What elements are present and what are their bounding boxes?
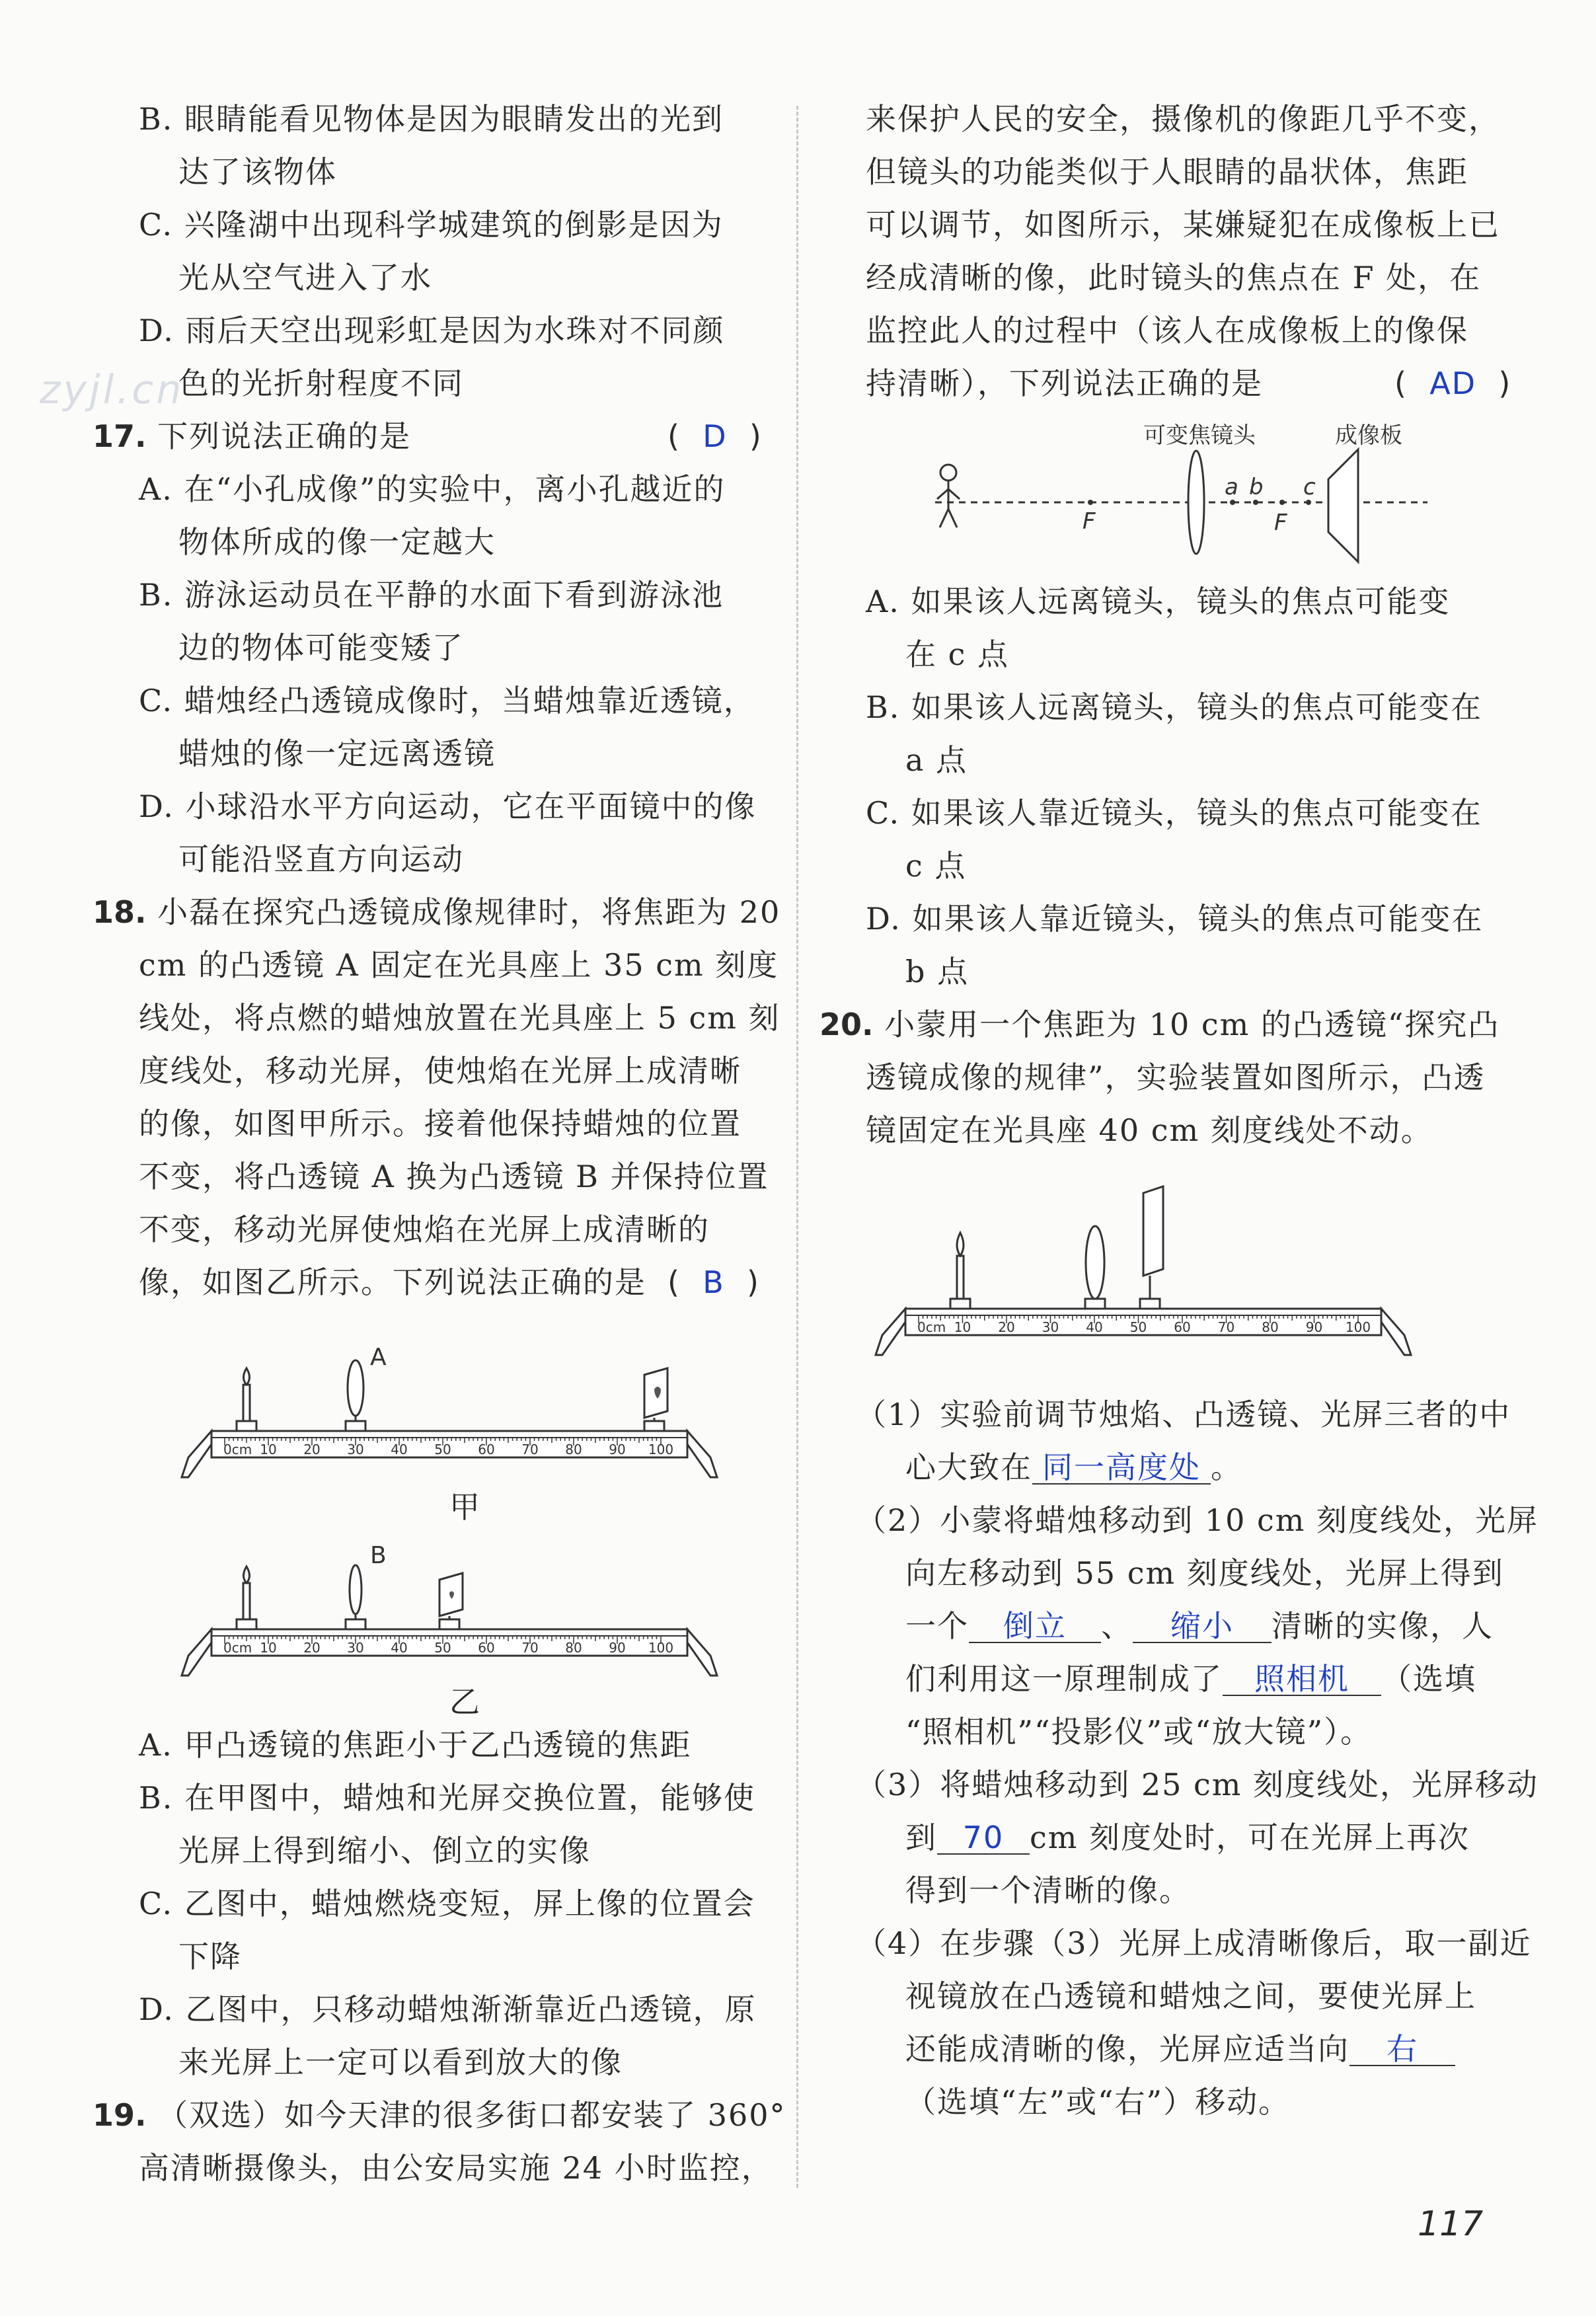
q19-answer: AD bbox=[1429, 366, 1477, 401]
q20-part2-text-c: 清晰的实像，人 bbox=[1272, 1608, 1494, 1644]
q20-part2-text-e: （选填 bbox=[1381, 1661, 1476, 1697]
point-b bbox=[1253, 500, 1258, 505]
q18-figure-yi bbox=[172, 1527, 740, 1685]
ruler-label: 100 bbox=[648, 1640, 674, 1656]
ruler-label: 30 bbox=[347, 1442, 364, 1457]
focus-label-right: F bbox=[1274, 510, 1287, 536]
ruler-label: 70 bbox=[1217, 1319, 1235, 1335]
q20-part2-blank-1[interactable]: 倒立 bbox=[969, 1610, 1101, 1643]
q20-part2-line2: 向左移动到 55 cm 刻度线处，光屏上得到 bbox=[905, 1555, 1504, 1591]
q18-line1 bbox=[93, 892, 780, 932]
q20-part3-line1: （3）将蜡烛移动到 25 cm 刻度线处，光屏移动 bbox=[856, 1767, 1539, 1802]
ruler-label: 50 bbox=[434, 1442, 451, 1457]
q19-option-a-line2: 在 c 点 bbox=[905, 637, 1010, 672]
q16-option-b-line1: B. 眼睛能看见物体是因为眼睛发出的光到 bbox=[139, 101, 724, 137]
lens-b-yi bbox=[346, 1542, 387, 1629]
q20-stem-text-1: 小蒙用一个焦距为 10 cm 的凸透镜“探究凸 bbox=[884, 1007, 1500, 1042]
q16-option-c-line1: C. 兴隆湖中出现科学城建筑的倒影是因为 bbox=[139, 207, 724, 243]
q18-option-a: A. 甲凸透镜的焦距小于乙凸透镜的焦距 bbox=[139, 1727, 692, 1763]
ruler-label: 40 bbox=[1086, 1319, 1103, 1335]
focus-point-right bbox=[1279, 500, 1285, 505]
q20-line2: 透镜成像的规律”，实验装置如图所示，凸透 bbox=[866, 1060, 1486, 1095]
ruler-label: 60 bbox=[1174, 1319, 1191, 1335]
point-c-label: c bbox=[1303, 474, 1316, 500]
ruler-label: 100 bbox=[1345, 1319, 1371, 1335]
q19-option-b-line2: a 点 bbox=[905, 742, 968, 778]
lens-b-label: B bbox=[370, 1542, 387, 1569]
screen-yi bbox=[439, 1573, 463, 1629]
q19-option-d-line1: D. 如果该人靠近镜头，镜头的焦点可能变在 bbox=[866, 901, 1484, 937]
optical-bench-jia bbox=[182, 1431, 717, 1477]
q18-line8: 像，如图乙所示。下列说法正确的是 bbox=[139, 1264, 646, 1300]
q19-line7: 监控此人的过程中（该人在成像板上的像保 bbox=[866, 313, 1468, 348]
ruler-label: 40 bbox=[391, 1442, 408, 1457]
q20-part4-line4: （选填“左”或“右”）移动。 bbox=[905, 2084, 1291, 2120]
q18-line3: 线处，将点燃的蜡烛放置在光具座上 5 cm 刻 bbox=[139, 1000, 780, 1036]
column-divider bbox=[796, 106, 798, 2188]
q17-stem-text: 下列说法正确的是 bbox=[157, 418, 412, 454]
label-imaging-board: 成像板 bbox=[1335, 422, 1402, 449]
q19-line1 bbox=[93, 2095, 786, 2135]
q18-line5: 的像，如图甲所示。接着他保持蜡烛的位置 bbox=[139, 1106, 741, 1141]
q20-part3-blank[interactable]: 70 bbox=[937, 1822, 1030, 1855]
focus-label-left: F bbox=[1083, 508, 1096, 535]
q18-option-d-line1: D. 乙图中，只移动蜡烛渐渐靠近凸透镜，原 bbox=[139, 1991, 757, 2027]
q20-part2-text-d: 们利用这一原理制成了 bbox=[905, 1661, 1223, 1697]
q20-part2-blank-2[interactable]: 缩小 bbox=[1133, 1610, 1272, 1643]
q20-part4-line1: （4）在步骤（3）光屏上成清晰像后，取一副近 bbox=[856, 1925, 1532, 1961]
figure-yi-caption: 乙 bbox=[449, 1684, 481, 1720]
q19-answer-bracket: ( AD ) bbox=[1394, 366, 1512, 401]
q20-part2-line4 bbox=[905, 1659, 1476, 1699]
ruler-label: 0cm bbox=[223, 1442, 252, 1457]
q20-part2-blank-3[interactable]: 照相机 bbox=[1223, 1663, 1381, 1696]
ruler-label: 100 bbox=[648, 1442, 674, 1457]
point-c bbox=[1306, 500, 1311, 505]
q19-option-c-line1: C. 如果该人靠近镜头，镜头的焦点可能变在 bbox=[866, 795, 1482, 831]
q18-line7: 不变，移动光屏使烛焰在光屏上成清晰的 bbox=[139, 1212, 710, 1247]
q20-part1-text: 心大致在 bbox=[905, 1449, 1032, 1485]
q20-part1-line2 bbox=[905, 1448, 1242, 1487]
q19-stem-text-1: （双选）如今天津的很多街口都安装了 360° bbox=[157, 2097, 786, 2133]
q18-answer-bracket: ( B ) bbox=[667, 1264, 760, 1300]
q18-number: 18. bbox=[93, 894, 147, 930]
q18-stem-text-1: 小磊在探究凸透镜成像规律时，将焦距为 20 bbox=[157, 894, 781, 930]
q20-part3-text-b: cm 刻度处时，可在光屏上再次 bbox=[1030, 1820, 1470, 1855]
q17-option-b-line2: 边的物体可能变矮了 bbox=[178, 630, 464, 666]
person-icon bbox=[937, 465, 960, 527]
q19-number: 19. bbox=[93, 2097, 147, 2133]
candle-yi bbox=[237, 1566, 256, 1629]
ruler-label: 90 bbox=[609, 1442, 626, 1457]
q19-line6: 经成清晰的像，此时镜头的焦点在 F 处，在 bbox=[866, 260, 1482, 295]
ruler-label: 20 bbox=[303, 1640, 321, 1656]
q20-part2-line1: （2）小蒙将蜡烛移动到 10 cm 刻度线处，光屏 bbox=[856, 1502, 1539, 1538]
q16-option-d-line2: 色的光折射程度不同 bbox=[178, 366, 464, 401]
q19-line8: 持清晰），下列说法正确的是 bbox=[866, 366, 1263, 401]
ruler-label: 20 bbox=[303, 1442, 321, 1457]
q20-line3: 镜固定在光具座 40 cm 刻度线处不动。 bbox=[866, 1112, 1433, 1148]
q17-option-b-line1: B. 游泳运动员在平静的水面下看到游泳池 bbox=[139, 577, 724, 613]
lens-a-jia bbox=[346, 1344, 387, 1431]
ruler-label: 60 bbox=[478, 1640, 495, 1656]
q20-part3-line2 bbox=[905, 1818, 1470, 1857]
q17-option-c-line2: 蜡烛的像一定远离透镜 bbox=[178, 736, 496, 771]
q16-option-b-line2: 达了该物体 bbox=[178, 154, 337, 190]
ruler-label: 30 bbox=[347, 1640, 364, 1656]
point-a bbox=[1230, 500, 1235, 505]
q17-option-d-line2: 可能沿竖直方向运动 bbox=[178, 841, 464, 877]
q19-line2: 高清晰摄像头，由公安局实施 24 小时监控， bbox=[139, 2150, 773, 2186]
q18-option-d-line2: 来光屏上一定可以看到放大的像 bbox=[178, 2044, 623, 2080]
imaging-board bbox=[1328, 449, 1358, 562]
q20-part2-line3 bbox=[905, 1606, 1494, 1646]
q17-option-a-line1: A. 在“小孔成像”的实验中，离小孔越近的 bbox=[139, 471, 726, 507]
ruler-label: 90 bbox=[609, 1640, 626, 1656]
q20-part4-blank[interactable]: 右 bbox=[1349, 2033, 1455, 2066]
ruler-label: 60 bbox=[478, 1442, 495, 1457]
q17-answer: D bbox=[703, 418, 728, 454]
q18-answer: B bbox=[703, 1264, 725, 1300]
q17-option-d-line1: D. 小球沿水平方向运动，它在平面镜中的像 bbox=[139, 789, 757, 824]
ruler-label: 30 bbox=[1042, 1319, 1059, 1335]
ruler-label: 10 bbox=[260, 1640, 277, 1656]
q18-option-b-line1: B. 在甲图中，蜡烛和光屏交换位置，能够使 bbox=[139, 1780, 756, 1816]
q20-part1-line1: （1）实验前调节烛焰、凸透镜、光屏三者的中 bbox=[856, 1397, 1511, 1432]
q18-line6: 不变，将凸透镜 A 换为凸透镜 B 并保持位置 bbox=[139, 1159, 769, 1194]
optical-bench-q20 bbox=[876, 1309, 1411, 1355]
variable-focus-lens bbox=[1188, 451, 1204, 554]
ruler-label: 50 bbox=[434, 1640, 451, 1656]
q20-part2-text-a: 一个 bbox=[905, 1608, 969, 1644]
optical-bench-yi bbox=[182, 1629, 717, 1676]
ruler-label: 70 bbox=[521, 1640, 539, 1656]
figure-jia-caption: 甲 bbox=[449, 1489, 481, 1525]
ruler-label: 10 bbox=[260, 1442, 277, 1457]
ruler-label: 20 bbox=[998, 1319, 1015, 1335]
ruler-label: 10 bbox=[954, 1319, 971, 1335]
ruler-label: 70 bbox=[521, 1442, 539, 1457]
q19-figure bbox=[919, 416, 1487, 568]
q17-option-c-line1: C. 蜡烛经凸透镜成像时，当蜡烛靠近透镜， bbox=[139, 683, 755, 718]
point-a-label: a bbox=[1225, 474, 1238, 500]
lens-a-label: A bbox=[370, 1344, 387, 1371]
candle-q20 bbox=[950, 1233, 970, 1309]
focus-point-left bbox=[1088, 500, 1093, 505]
q18-line2: cm 的凸透镜 A 固定在光具座上 35 cm 刻度 bbox=[139, 947, 779, 983]
q18-option-c-line1: C. 乙图中，蜡烛燃烧变短，屏上像的位置会 bbox=[139, 1886, 755, 1921]
q19-option-c-line2: c 点 bbox=[905, 848, 967, 884]
q20-part2-line5: “照相机”“投影仪”或“放大镜”）。 bbox=[905, 1714, 1373, 1750]
q20-part1-period: 。 bbox=[1211, 1449, 1242, 1485]
q19-option-a-line1: A. 如果该人远离镜头，镜头的焦点可能变 bbox=[866, 584, 1451, 619]
point-b-label: b bbox=[1249, 474, 1264, 500]
ruler-label: 40 bbox=[391, 1640, 408, 1656]
q18-option-b-line2: 光屏上得到缩小、倒立的实像 bbox=[178, 1833, 591, 1869]
q19-option-b-line1: B. 如果该人远离镜头，镜头的焦点可能变在 bbox=[866, 689, 1483, 725]
ruler-label: 80 bbox=[565, 1442, 582, 1457]
q19-line3: 来保护人民的安全，摄像机的像距几乎不变， bbox=[866, 101, 1500, 137]
ruler-label: 80 bbox=[1262, 1319, 1279, 1335]
q20-part4-line3 bbox=[905, 2029, 1455, 2069]
screen-jia bbox=[644, 1368, 667, 1431]
q20-part1-blank[interactable]: 同一高度处 bbox=[1032, 1451, 1211, 1485]
q20-part3-line3: 得到一个清晰的像。 bbox=[905, 1872, 1191, 1908]
candle-jia bbox=[237, 1368, 256, 1431]
q18-line4: 度线处，移动光屏，使烛焰在光屏上成清晰 bbox=[139, 1053, 741, 1089]
q17-number: 17. bbox=[93, 418, 147, 454]
q19-line4: 但镜头的功能类似于人眼睛的晶状体，焦距 bbox=[866, 154, 1468, 190]
q20-part4-text: 还能成清晰的像，光屏应适当向 bbox=[905, 2031, 1349, 2067]
q17-option-a-line2: 物体所成的像一定越大 bbox=[178, 524, 496, 560]
ruler-label: 0cm bbox=[917, 1319, 946, 1335]
convex-lens-q20 bbox=[1085, 1226, 1105, 1309]
q20-line1 bbox=[819, 1005, 1500, 1044]
q19-line5: 可以调节，如图所示，某嫌疑犯在成像板上已 bbox=[866, 207, 1500, 243]
page-number: 117 bbox=[1418, 2204, 1484, 2244]
ruler-label: 0cm bbox=[223, 1640, 252, 1656]
q20-part3-text-a: 到 bbox=[905, 1820, 937, 1855]
q17-stem bbox=[93, 416, 411, 456]
q18-option-c-line2: 下降 bbox=[178, 1939, 242, 1974]
q20-figure bbox=[859, 1170, 1441, 1375]
light-screen-q20 bbox=[1140, 1186, 1163, 1309]
q20-part4-line2: 视镜放在凸透镜和蜡烛之间，要使光屏上 bbox=[905, 1978, 1476, 2014]
q16-option-d-line1: D. 雨后天空出现彩虹是因为水珠对不同颜 bbox=[139, 313, 725, 348]
label-variable-focus-lens: 可变焦镜头 bbox=[1143, 422, 1256, 449]
q18-figure-jia bbox=[172, 1329, 740, 1487]
ruler-label: 80 bbox=[565, 1640, 582, 1656]
q20-number: 20. bbox=[819, 1007, 874, 1042]
q16-option-c-line2: 光从空气进入了水 bbox=[178, 260, 432, 295]
q17-answer-bracket: ( D ) bbox=[667, 418, 763, 454]
ruler-label: 90 bbox=[1305, 1319, 1323, 1335]
q19-option-d-line2: b 点 bbox=[905, 954, 969, 989]
watermark: zyjl.cn bbox=[40, 367, 184, 413]
ruler-label: 50 bbox=[1129, 1319, 1147, 1335]
q20-part2-text-b: 、 bbox=[1101, 1608, 1133, 1644]
